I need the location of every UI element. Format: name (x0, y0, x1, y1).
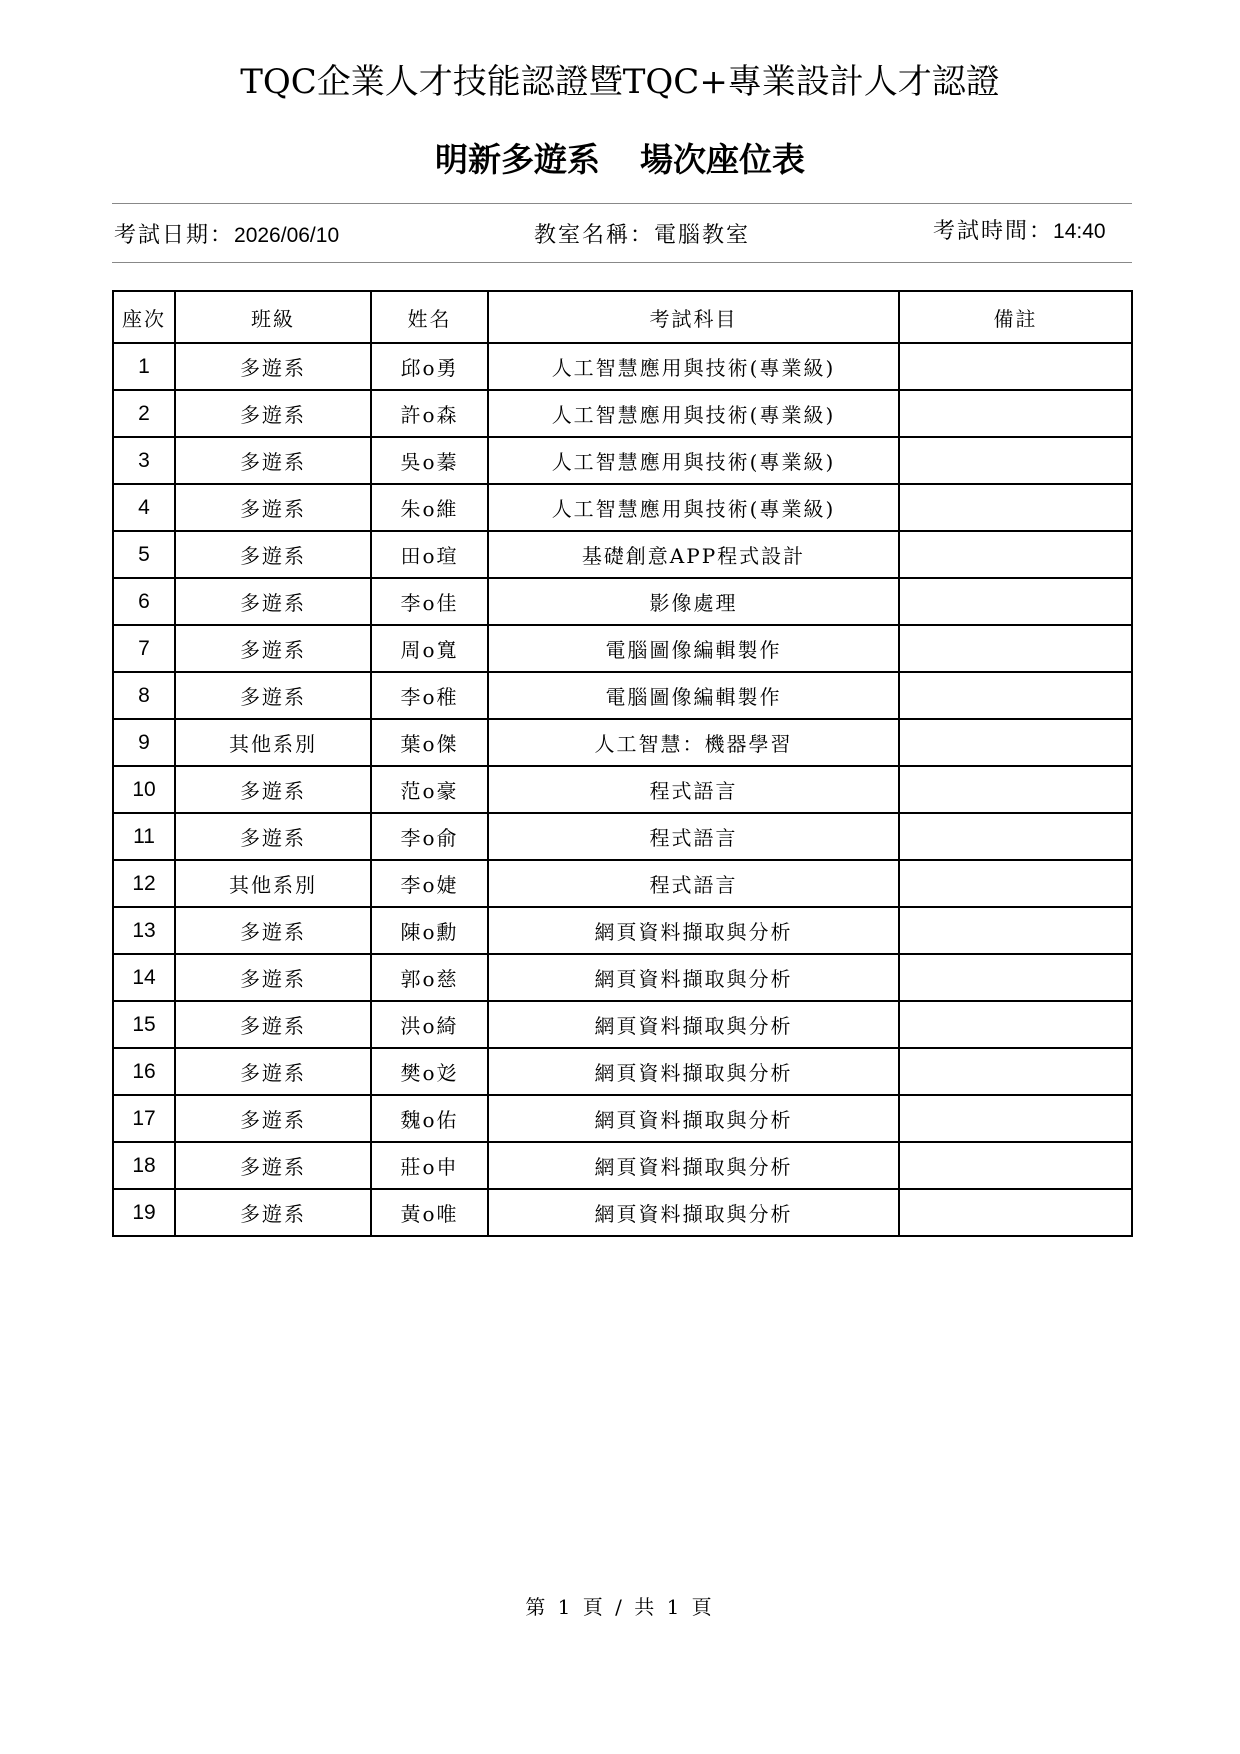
table-row (113, 766, 1132, 813)
exam-room-value: 電腦教室 (654, 223, 751, 248)
exam-room-label: 教室名稱： (534, 223, 655, 248)
table-header-row (113, 291, 1132, 343)
document-subtitle (0, 140, 1240, 180)
table-row (113, 1189, 1132, 1236)
divider-bottom (112, 262, 1132, 263)
seat-number: 15 (113, 1001, 175, 1048)
note-cell (899, 1189, 1132, 1236)
subject-cell: 影像處理 (488, 578, 899, 625)
note-cell (899, 437, 1132, 484)
exam-time (933, 217, 1106, 247)
seat-number: 1 (113, 343, 175, 390)
subject-cell: 基礎創意APP程式設計 (488, 531, 899, 578)
name-cell: 許o森 (371, 390, 488, 437)
page-number: 第 1 頁 / 共 1 頁 (525, 1595, 715, 1619)
header-note: 備註 (899, 291, 1132, 343)
subject-cell: 網頁資料擷取與分析 (488, 1048, 899, 1095)
note-cell (899, 625, 1132, 672)
seat-number: 12 (113, 860, 175, 907)
class-cell: 多遊系 (175, 766, 371, 813)
name-cell: 范o豪 (371, 766, 488, 813)
subject-cell: 網頁資料擷取與分析 (488, 1095, 899, 1142)
class-cell: 多遊系 (175, 578, 371, 625)
name-cell: 李o俞 (371, 813, 488, 860)
table-row (113, 390, 1132, 437)
seat-number: 17 (113, 1095, 175, 1142)
subject-cell: 程式語言 (488, 860, 899, 907)
class-cell: 多遊系 (175, 1142, 371, 1189)
table-row (113, 578, 1132, 625)
seat-number: 11 (113, 813, 175, 860)
subject-cell: 網頁資料擷取與分析 (488, 1189, 899, 1236)
exam-info-row (0, 221, 1240, 251)
note-cell (899, 390, 1132, 437)
note-cell (899, 954, 1132, 1001)
note-cell (899, 1048, 1132, 1095)
note-cell (899, 343, 1132, 390)
table-row (113, 343, 1132, 390)
note-cell (899, 578, 1132, 625)
class-cell: 多遊系 (175, 531, 371, 578)
class-cell: 多遊系 (175, 1048, 371, 1095)
note-cell (899, 531, 1132, 578)
note-cell (899, 1001, 1132, 1048)
exam-date-label: 考試日期： (114, 223, 235, 248)
table-body (113, 343, 1132, 1236)
name-cell: 樊o彣 (371, 1048, 488, 1095)
header-seat: 座次 (113, 291, 175, 343)
note-cell (899, 1142, 1132, 1189)
class-cell: 多遊系 (175, 390, 371, 437)
note-cell (899, 766, 1132, 813)
table-row (113, 954, 1132, 1001)
header-class: 班級 (175, 291, 371, 343)
seat-number: 7 (113, 625, 175, 672)
subject-cell: 人工智慧應用與技術(專業級) (488, 484, 899, 531)
seat-number: 6 (113, 578, 175, 625)
document-title: TQC企業人才技能認證暨TQC+專業設計人才認證 (240, 62, 1000, 102)
table-row (113, 484, 1132, 531)
subject-cell: 人工智慧應用與技術(專業級) (488, 343, 899, 390)
class-cell: 多遊系 (175, 1189, 371, 1236)
seat-number: 8 (113, 672, 175, 719)
note-cell (899, 860, 1132, 907)
name-cell: 莊o申 (371, 1142, 488, 1189)
note-cell (899, 907, 1132, 954)
subject-cell: 網頁資料擷取與分析 (488, 1001, 899, 1048)
seat-number: 5 (113, 531, 175, 578)
seat-number: 19 (113, 1189, 175, 1236)
header-name: 姓名 (371, 291, 488, 343)
class-cell: 多遊系 (175, 484, 371, 531)
table-row (113, 1048, 1132, 1095)
name-cell: 邱o勇 (371, 343, 488, 390)
seat-number: 3 (113, 437, 175, 484)
table-row (113, 672, 1132, 719)
seat-number: 9 (113, 719, 175, 766)
class-cell: 多遊系 (175, 437, 371, 484)
note-cell (899, 1095, 1132, 1142)
table-row (113, 1142, 1132, 1189)
table-row (113, 625, 1132, 672)
subject-cell: 網頁資料擷取與分析 (488, 907, 899, 954)
name-cell: 洪o綺 (371, 1001, 488, 1048)
subject-cell: 網頁資料擷取與分析 (488, 1142, 899, 1189)
table-row (113, 907, 1132, 954)
name-cell: 李o婕 (371, 860, 488, 907)
exam-date (114, 221, 339, 251)
note-cell (899, 484, 1132, 531)
class-cell: 多遊系 (175, 625, 371, 672)
table-row (113, 813, 1132, 860)
class-cell: 多遊系 (175, 1095, 371, 1142)
name-cell: 魏o佑 (371, 1095, 488, 1142)
subject-cell: 人工智慧應用與技術(專業級) (488, 390, 899, 437)
exam-date-value: 2026/06/10 (234, 224, 340, 247)
name-cell: 田o瑄 (371, 531, 488, 578)
subject-cell: 網頁資料擷取與分析 (488, 954, 899, 1001)
name-cell: 朱o維 (371, 484, 488, 531)
name-cell: 陳o勳 (371, 907, 488, 954)
subtitle-department: 明新多遊系 (435, 140, 600, 179)
table-row (113, 531, 1132, 578)
name-cell: 李o佳 (371, 578, 488, 625)
divider-top (112, 203, 1132, 204)
class-cell: 多遊系 (175, 343, 371, 390)
table-row (113, 719, 1132, 766)
subtitle-seating-chart: 場次座位表 (640, 140, 805, 179)
exam-room (534, 221, 750, 251)
subject-cell: 電腦圖像編輯製作 (488, 625, 899, 672)
name-cell: 郭o慈 (371, 954, 488, 1001)
note-cell (899, 672, 1132, 719)
seating-table (112, 290, 1133, 1237)
subject-cell: 人工智慧應用與技術(專業級) (488, 437, 899, 484)
name-cell: 吳o蓁 (371, 437, 488, 484)
note-cell (899, 813, 1132, 860)
seat-number: 13 (113, 907, 175, 954)
subject-cell: 程式語言 (488, 813, 899, 860)
name-cell: 周o寬 (371, 625, 488, 672)
subject-cell: 人工智慧：機器學習 (488, 719, 899, 766)
class-cell: 多遊系 (175, 813, 371, 860)
seat-number: 18 (113, 1142, 175, 1189)
exam-time-value: 14:40 (1053, 220, 1106, 243)
class-cell: 多遊系 (175, 907, 371, 954)
name-cell: 黃o唯 (371, 1189, 488, 1236)
seat-number: 2 (113, 390, 175, 437)
class-cell: 多遊系 (175, 1001, 371, 1048)
exam-time-label: 考試時間： (933, 219, 1054, 244)
table-row (113, 437, 1132, 484)
seat-number: 10 (113, 766, 175, 813)
class-cell: 其他系別 (175, 719, 371, 766)
note-cell (899, 719, 1132, 766)
class-cell: 多遊系 (175, 672, 371, 719)
table-row (113, 1095, 1132, 1142)
class-cell: 其他系別 (175, 860, 371, 907)
name-cell: 李o稚 (371, 672, 488, 719)
subject-cell: 電腦圖像編輯製作 (488, 672, 899, 719)
header-subject: 考試科目 (488, 291, 899, 343)
seat-number: 14 (113, 954, 175, 1001)
class-cell: 多遊系 (175, 954, 371, 1001)
seat-number: 16 (113, 1048, 175, 1095)
table-row (113, 1001, 1132, 1048)
subject-cell: 程式語言 (488, 766, 899, 813)
seat-number: 4 (113, 484, 175, 531)
table-row (113, 860, 1132, 907)
name-cell: 葉o傑 (371, 719, 488, 766)
